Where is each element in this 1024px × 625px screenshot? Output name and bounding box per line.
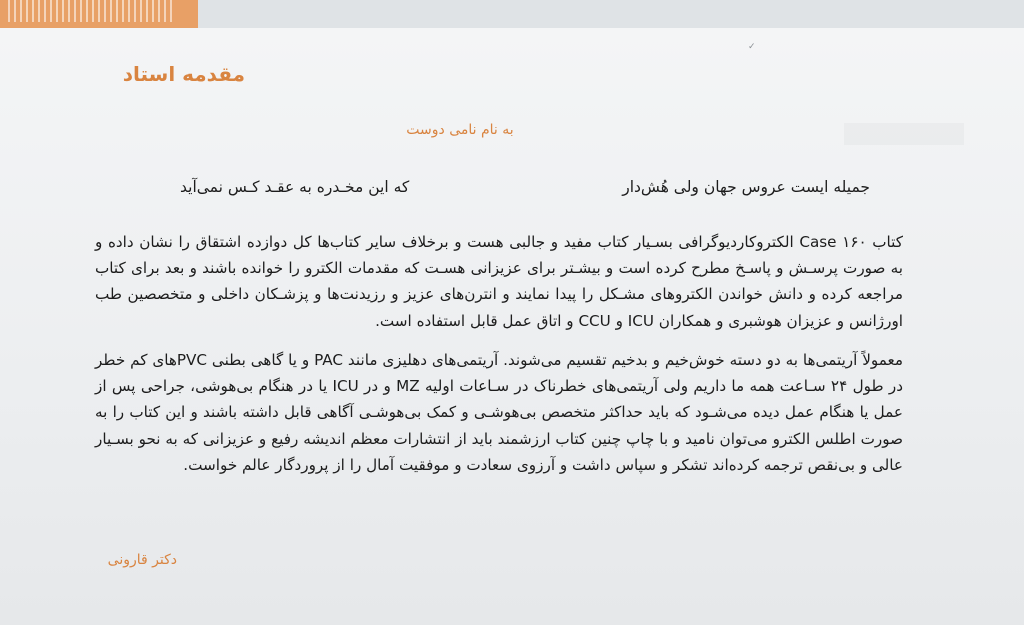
poem-hemistich-right: جمیله ایست عروس جهان ولی هُش‌دار [622, 178, 870, 196]
page-heading: مقدمه استاد [122, 62, 245, 86]
paragraph-book-intro: کتاب ۱۶۰ Case الکتروکاردیوگرافی بسـیار کتاب مفید و جالبی هست و برخلاف سایر کتاب‌ها کل دوازده اشتقاق را نشان داده و به صورت پرسـش و پاسـخ مطرح کرده است و بیشـتر برای عزیزانی هسـت که مقدمات الکترو را خوانده باشند و بعد برای کتاب مراجعه کرده و دانش خواندن الکتروهای مشـکل را پیدا نمایند و انترن‌های عزیز و رزیدنت‌ها و پزشـکان داخلی و متخصصین طب اورژانس و عزیزان هوشبری و همکاران ICU و CCU و اتاق عمل قابل استفاده است. [95, 233, 903, 330]
poem-hemistich-left: که این مخـدره به عقـد کـس نمی‌آید [180, 178, 410, 196]
decorative-stripes [8, 0, 173, 22]
invocation: به نام نامی دوست [406, 122, 514, 138]
small-page-mark: ✓ [748, 42, 756, 52]
paragraph-arrhythmias: معمولاً آریتمی‌ها به دو دسته خوش‌خیم و بدخیم تقسیم می‌شوند. آریتمی‌های دهلیزی مانند PAC و یا گاهی بطنی PVCهای کم خطر در طول ۲۴ سـاعت همه ما داریم ولی آریتمی‌های خطرناک در سـاعات اولیه MZ و در ICU یا در هنگام بی‌هوشی، جراحی پس از عمل یا هنگام عمل دیده می‌شـود که باید حداکثر متخصص بی‌هوشـی و کمک بی‌هوشـی آگاهی قابل داشته باشند و این کتاب را به صورت اطلس الکترو می‌توان نامید و با چاپ چنین کتاب ارزشمند باید از انتشارات معظم اندیشه رفیع و عزیزانی که به نحو بسـیار عالی و بی‌نقص ترجمه کرده‌اند تشکر و سپاس داشت و آرزوی سعادت و موفقیت آمال را از پروردگار عالم خواست. [95, 351, 903, 474]
orange-header-tab [0, 0, 198, 28]
author-signature: دکتر قارونی [107, 552, 177, 568]
show-through-text [844, 123, 964, 145]
